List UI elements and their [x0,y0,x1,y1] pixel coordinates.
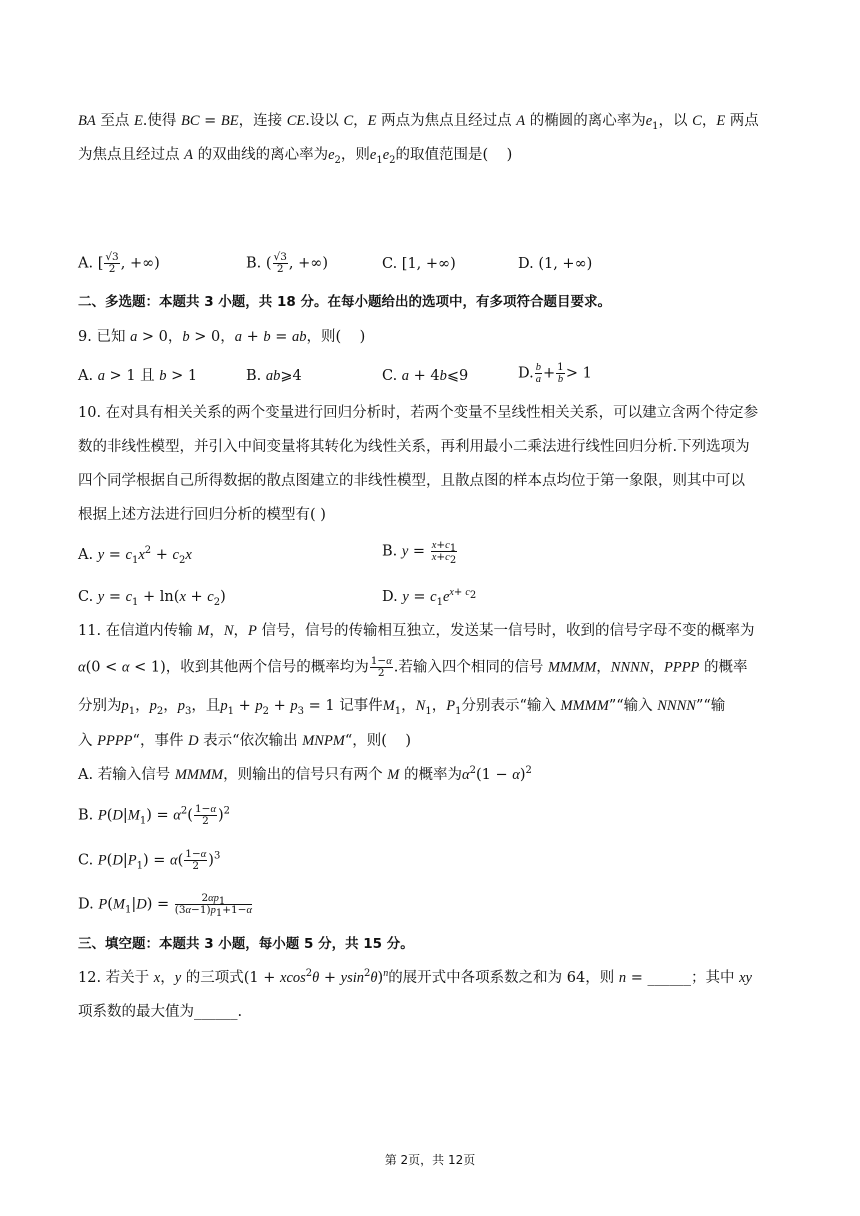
q8-option-a: A. [ $\frac{√3}{2}$ , +∞) [78,251,160,275]
q11-line-2: α(0 < α < 1)，收到其他两个信号的概率均为 $\frac{1-\alpha}{2}$ .若输入四个相同的信号 MMMM，NNNN，PPPP 的概率 [78,655,748,679]
q12-line-2: 项系数的最大值为______. [78,1004,243,1020]
q9-option-b: B. ab⩾4 [246,368,302,384]
q8-option-b: B. ( $\frac{√3}{2}$ , +∞) [246,251,329,275]
page-footer: 第 2页，共 12页 [384,1153,476,1167]
q11-line-3: 分别为$p_1$，$p_2$，$p_3$，且$p_1 + p_2 + p_3 = 1$ 记事件$M_1$，$N_1$，$P_1$分别表示“输入 MMMM”“输入 NNNN”“输 [78,698,726,717]
q10-option-d: D. $y = c_1e^{x+ c_2}$ [382,587,477,608]
q11-option-a: A. 若输入信号 MMMM，则输出的信号只有两个 M 的概率为$\alpha^2(1 - \alpha)^2$ [78,765,532,783]
q9-option-d: D. $\frac{b}{a}$ + $\frac{1}{b}$ > 1 [518,361,592,385]
section-3-heading: 三、填空题：本题共 3 小题，每小题 5 分，共 15 分。 [78,936,414,952]
q10-option-c: C. $y = c_1 + \ln(x + c_2)$ [78,589,226,608]
q11-line-1: 11. 在信道内传输 M，N，P 信号，信号的传输相互独立，发送某一信号时，收到的信号字母不变的概率为 [78,623,755,639]
q10-line-2: 数的非线性模型，并引入中间变量将其转化为线性关系，再利用最小二乘法进行线性回归分析.下列选项为 [78,439,750,455]
q8-option-c: C. [1, +∞) [382,256,456,272]
q8-option-d: D. (1, +∞) [518,256,593,272]
q8-line-2: 为焦点且经过点 A 的双曲线的离心率为$e_2$，则$e_1e_2$的取值范围是( ) [78,147,513,166]
q11-line-4: 入 PPPP“，事件 D 表示“依次输出 MNPM“，则( ) [78,733,412,749]
q10-option-a: A. $y = c_1x^2 + c_2x$ [78,545,192,566]
q10-line-3: 四个同学根据自己所得数据的散点图建立的非线性模型，且散点图的样本点均位于第一象限，则其中可以 [78,473,745,489]
q9-option-a: A. a > 1 且 b > 1 [78,368,198,384]
q11-option-d: D. $P(M_1|D)$ = $\frac{2\alpha p_1}{(3\alpha-1)p_1+1-\alpha}$ [78,892,253,920]
q9-option-c: C. a + 4b⩽9 [382,368,469,384]
section-2-heading: 二、多选题：本题共 3 小题，共 18 分。在每小题给出的选项中，有多项符合题目要求。 [78,294,611,310]
q12-line-1: 12. 若关于 x，y 的三项式$(1 + xcos^2\theta + ysin^2\theta)^n$的展开式中各项系数之和为 64，则 n = ______；其中 xy [78,968,752,986]
q11-option-c: C. $P(D|P_1) = \alpha$( $\frac{1-\alpha}{2}$ )$^3$ [78,848,221,872]
q9-stem: 9. 已知 a > 0，b > 0，a + b = ab，则( ) [78,329,366,345]
q8-line-1: BA 至点 E.使得 BC = BE，连接 CE.设以 C，E 两点为焦点且经过点 A 的椭圆的离心率为$e_1$，以 C，E 两点 [78,113,759,132]
q10-line-4: 根据上述方法进行回归分析的模型有( ) [78,507,326,523]
q11-option-b: B. $P(D|M_1) = \alpha^2$( $\frac{1-\alpha}{2}$ )$^2$ [78,803,230,827]
q10-line-1: 10. 在对具有相关关系的两个变量进行回归分析时，若两个变量不呈线性相关关系，可以建立含两个待定参 [78,405,759,421]
q10-option-b: B. y = $\frac{x+c_1}{x+c_2}$ [382,539,457,567]
